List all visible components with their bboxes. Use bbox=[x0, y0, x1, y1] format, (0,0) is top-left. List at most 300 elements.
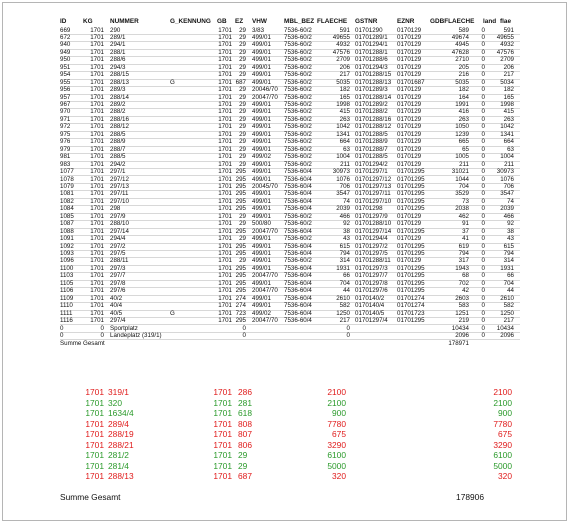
cell-id: 1110 bbox=[60, 302, 73, 310]
added-parcel-row bbox=[0, 419, 569, 429]
cell-mbl-bez: 7536-60/4 bbox=[284, 182, 312, 190]
table-header bbox=[0, 18, 569, 26]
cell-land: 0 bbox=[481, 212, 485, 220]
cell-flae: 30973 bbox=[496, 168, 514, 176]
cell-flaeche: 1004 bbox=[336, 153, 350, 161]
cell-flaeche: 30973 bbox=[332, 168, 350, 176]
cell-kg: 0 bbox=[100, 324, 104, 332]
cell-flaeche: 44 bbox=[343, 287, 350, 295]
cell-gb: 1701 bbox=[218, 56, 232, 64]
cell-vhw: 499/01 bbox=[252, 123, 271, 131]
cell-eznr: 01701295 bbox=[397, 182, 425, 190]
cell-eznr: 01701295 bbox=[397, 227, 425, 235]
cell-land: 0 bbox=[481, 197, 485, 205]
cell-flaeche: 704 bbox=[339, 279, 350, 287]
cell-eznr: 01701295 bbox=[397, 175, 425, 183]
cell-eznr: 0170129 bbox=[397, 93, 422, 101]
cell-land: 0 bbox=[481, 175, 485, 183]
cell-id: 1096 bbox=[60, 257, 74, 265]
cell-flaeche: 591 bbox=[339, 26, 350, 34]
cell-id: 1092 bbox=[60, 242, 74, 250]
cell-ez: 29 bbox=[239, 153, 246, 161]
cell-nummer: 294/4 bbox=[110, 235, 126, 243]
cell-flaeche: 0 bbox=[346, 324, 350, 332]
cell-nummer: 298 bbox=[110, 205, 121, 213]
cell-gdbflaeche: 211 bbox=[459, 160, 469, 168]
cell-gstnr: 01701288/15 bbox=[355, 71, 392, 79]
parcel-kg: 1701 bbox=[85, 471, 104, 481]
cell-g-kennung: G bbox=[170, 78, 175, 86]
cell-vhw: 20047/70 bbox=[252, 227, 278, 235]
cell-eznr: 01701274 bbox=[397, 294, 425, 302]
cell-kg: 1701 bbox=[90, 86, 104, 94]
added-parcel-row bbox=[0, 387, 569, 397]
cell-id: 672 bbox=[60, 33, 71, 41]
cell-ez: 0 bbox=[242, 331, 246, 339]
parcel-number: 281/4 bbox=[108, 460, 129, 471]
added-parcel-row bbox=[0, 471, 569, 481]
cell-flae: 66 bbox=[507, 272, 514, 280]
cell-gdbflaeche: 10434 bbox=[451, 324, 469, 332]
column-header: MBL_BEZ bbox=[284, 18, 315, 25]
cell-vhw: 20045/70 bbox=[252, 182, 278, 190]
cell-nummer: 297/14 bbox=[110, 227, 129, 235]
column-header: flae bbox=[500, 18, 512, 25]
cell-id: 950 bbox=[60, 56, 71, 64]
cell-gb: 1701 bbox=[218, 317, 232, 325]
cell-gstnr: 01701297/13 bbox=[355, 182, 392, 190]
cell-land: 0 bbox=[481, 302, 485, 310]
cell-ez: 29 bbox=[239, 56, 246, 64]
cell-mbl-bez: 7536-60/2 bbox=[284, 108, 312, 116]
cell-flaeche: 63 bbox=[343, 145, 350, 153]
cell-eznr: 0170129 bbox=[397, 63, 422, 71]
parcel-number: 1634/4 bbox=[108, 408, 134, 418]
cell-gstnr: 01701297/4 bbox=[355, 317, 388, 325]
cell-gstnr: 01701297/1 bbox=[355, 168, 388, 176]
cell-ez: 295 bbox=[235, 317, 246, 325]
cell-nummer: 297/11 bbox=[110, 190, 129, 198]
cell-gb: 1701 bbox=[218, 220, 232, 228]
cell-gdbflaeche: 219 bbox=[458, 317, 469, 325]
parcel-gb: 1701 bbox=[213, 429, 232, 439]
cell-gstnr: 01701297/7 bbox=[355, 272, 388, 280]
cell-eznr: 0170129 bbox=[397, 26, 422, 34]
cell-id: 951 bbox=[60, 63, 71, 71]
cell-flae: 1076 bbox=[500, 175, 514, 183]
cell-eznr: 01701295 bbox=[397, 242, 425, 250]
parcel-number: 288/21 bbox=[108, 439, 134, 450]
cell-gstnr: 01701288/13 bbox=[355, 78, 392, 86]
cell-flaeche: 582 bbox=[339, 302, 350, 310]
cell-flaeche: 1931 bbox=[336, 264, 350, 272]
cell-gstnr: 01701297/14 bbox=[355, 227, 392, 235]
cell-mbl-bez: 7536-60/2 bbox=[284, 123, 312, 131]
cell-land: 0 bbox=[481, 182, 485, 190]
parcel-number: 289/4 bbox=[108, 418, 129, 429]
cell-kg: 1701 bbox=[90, 272, 104, 280]
cell-land: 0 bbox=[481, 264, 485, 272]
cell-flaeche: 2610 bbox=[336, 294, 350, 302]
cell-gstnr: 01701288/2 bbox=[355, 108, 388, 116]
parcel-gdbflaeche: 320 bbox=[498, 471, 512, 481]
cell-nummer: 288/10 bbox=[110, 220, 129, 228]
cell-vhw: 499/01 bbox=[252, 115, 271, 123]
added-parcel-row bbox=[0, 461, 569, 471]
cell-kg: 1701 bbox=[90, 235, 104, 243]
cell-flae: 1250 bbox=[500, 309, 514, 317]
cell-id: 0 bbox=[60, 331, 64, 339]
parcel-flaeche: 2100 bbox=[327, 387, 346, 397]
cell-id: 1081 bbox=[60, 190, 74, 198]
cell-vhw: 499/01 bbox=[252, 242, 271, 250]
cell-vhw: 499/01 bbox=[252, 78, 271, 86]
parcel-gdbflaeche: 6100 bbox=[493, 450, 512, 460]
cell-ez: 295 bbox=[235, 287, 246, 295]
cell-ez: 29 bbox=[239, 123, 246, 131]
cell-land: 0 bbox=[481, 86, 485, 94]
cell-gb: 1701 bbox=[218, 33, 232, 41]
cell-kg: 1701 bbox=[90, 101, 104, 108]
cell-nummer: 297/10 bbox=[110, 197, 129, 205]
cell-flaeche: 706 bbox=[339, 182, 350, 190]
cell-kg: 1701 bbox=[90, 317, 104, 325]
cell-id: 983 bbox=[60, 160, 71, 168]
column-header: FLAECHE bbox=[317, 18, 348, 25]
cell-gdbflaeche: 1239 bbox=[455, 130, 469, 138]
cell-flaeche: 49655 bbox=[332, 33, 350, 41]
cell-gdbflaeche: 702 bbox=[458, 279, 469, 287]
cell-eznr: 0170129 bbox=[397, 71, 422, 79]
cell-kg: 1701 bbox=[90, 26, 104, 34]
cell-flaeche: 165 bbox=[339, 93, 350, 101]
cell-flaeche: 1998 bbox=[336, 101, 350, 108]
cell-vhw: 499/01 bbox=[252, 168, 271, 176]
cell-kg: 1701 bbox=[90, 108, 104, 116]
cell-eznr: 01701723 bbox=[397, 309, 425, 317]
cell-vhw: 499/01 bbox=[252, 279, 271, 287]
cell-kg: 1701 bbox=[90, 205, 104, 213]
cell-gstnr: 01701297/12 bbox=[355, 175, 392, 183]
cell-kg: 1701 bbox=[90, 33, 104, 41]
cell-vhw: 499/01 bbox=[252, 250, 271, 257]
cell-mbl-bez: 7536-60/4 bbox=[284, 205, 312, 213]
cell-gb: 1701 bbox=[218, 123, 232, 131]
cell-flae: 1341 bbox=[500, 130, 514, 138]
cell-ez: 29 bbox=[239, 115, 246, 123]
cell-gstnr: 01701297/6 bbox=[355, 287, 388, 295]
cell-gdbflaeche: 583 bbox=[458, 302, 469, 310]
cell-flae: 582 bbox=[503, 302, 514, 310]
cell-gdbflaeche: 68 bbox=[462, 272, 469, 280]
cell-gdbflaeche: 589 bbox=[458, 26, 469, 34]
cell-land: 0 bbox=[481, 41, 485, 49]
cell-eznr: 0170129 bbox=[397, 56, 422, 64]
cell-ez: 29 bbox=[239, 101, 246, 108]
cell-kg: 1701 bbox=[90, 287, 104, 295]
cell-eznr: 01701295 bbox=[397, 287, 425, 295]
cell-gdbflaeche: 65 bbox=[462, 145, 469, 153]
cell-mbl-bez: 7536-60/2 bbox=[284, 63, 312, 71]
cell-gdbflaeche: 42 bbox=[462, 287, 469, 295]
parcel-number: 319/1 bbox=[108, 387, 129, 397]
cell-kg: 1701 bbox=[90, 138, 104, 146]
cell-mbl-bez: 7536-60/4 bbox=[284, 168, 312, 176]
cell-flae: 591 bbox=[503, 26, 514, 34]
cell-id: 1093 bbox=[60, 250, 74, 257]
cell-vhw: 499/01 bbox=[252, 101, 271, 108]
cell-flaeche: 217 bbox=[339, 71, 350, 79]
cell-gstnr: 01701294/4 bbox=[355, 235, 388, 243]
cell-eznr: 0170129 bbox=[397, 138, 422, 146]
cell-nummer: 288/16 bbox=[110, 115, 129, 123]
cell-flaeche: 314 bbox=[339, 257, 350, 265]
cell-vhw: 499/01 bbox=[252, 175, 271, 183]
cell-flaeche: 415 bbox=[339, 108, 350, 116]
cell-gstnr: 01701289/2 bbox=[355, 101, 388, 108]
cell-gstnr: 01701288/11 bbox=[355, 257, 391, 265]
cell-id: 1105 bbox=[60, 279, 74, 287]
cell-gdbflaeche: 47628 bbox=[451, 48, 469, 56]
cell-mbl-bez: 7536-60/4 bbox=[284, 317, 312, 325]
cell-flae: 704 bbox=[503, 279, 514, 287]
cell-land: 0 bbox=[481, 56, 485, 64]
cell-nummer: 288/2 bbox=[110, 108, 126, 116]
cell-vhw: 499/01 bbox=[252, 138, 271, 146]
cell-id: 979 bbox=[60, 145, 71, 153]
cell-flae: 44 bbox=[507, 287, 514, 295]
cell-flae: 182 bbox=[503, 86, 514, 94]
cell-gdbflaeche: 665 bbox=[458, 138, 469, 146]
cell-nummer: 288/12 bbox=[110, 123, 129, 131]
added-parcel-row bbox=[0, 398, 569, 408]
cell-kg: 1701 bbox=[90, 56, 104, 64]
cell-flae: 3547 bbox=[500, 190, 514, 198]
cell-gstnr: 01701288/14 bbox=[355, 93, 392, 101]
cell-flae: 47576 bbox=[496, 48, 514, 56]
cell-flae: 49655 bbox=[496, 33, 514, 41]
cell-gdbflaeche: 216 bbox=[458, 71, 469, 79]
cell-eznr: 01701295 bbox=[397, 190, 425, 198]
cell-flaeche: 92 bbox=[343, 220, 350, 228]
cell-land: 0 bbox=[481, 220, 485, 228]
cell-vhw: 499/01 bbox=[252, 235, 271, 243]
cell-id: 956 bbox=[60, 86, 71, 94]
cell-gb: 1701 bbox=[218, 48, 232, 56]
cell-nummer: 40/4 bbox=[110, 302, 123, 310]
parcel-ez: 806 bbox=[238, 439, 252, 450]
cell-eznr: 0170129 bbox=[397, 115, 422, 123]
cell-id: 970 bbox=[60, 108, 71, 116]
cell-flaeche: 4932 bbox=[336, 41, 350, 49]
column-header: GSTNR bbox=[355, 18, 378, 25]
cell-flae: 263 bbox=[503, 115, 514, 123]
cell-gb: 1701 bbox=[218, 279, 232, 287]
cell-id: 972 bbox=[60, 123, 71, 131]
cell-mbl-bez: 7536-60/2 bbox=[284, 48, 312, 56]
cell-mbl-bez: 7536-60/4 bbox=[284, 302, 312, 310]
cell-gb: 1701 bbox=[218, 138, 232, 146]
cell-ez: 29 bbox=[239, 130, 246, 138]
summe-total-label: Summe Gesamt bbox=[60, 492, 121, 502]
cell-gb: 1701 bbox=[218, 242, 232, 250]
cell-id: 1100 bbox=[60, 264, 74, 272]
cell-vhw: 499/02 bbox=[252, 309, 271, 317]
cell-mbl-bez: 7536-60/2 bbox=[284, 212, 312, 220]
cell-vhw: 20047/70 bbox=[252, 93, 278, 101]
cell-gb: 1701 bbox=[218, 101, 232, 108]
cell-land: 0 bbox=[481, 48, 485, 56]
cell-kg: 1701 bbox=[90, 227, 104, 235]
cell-flae: 92 bbox=[507, 220, 514, 228]
cell-gstnr: 01701298 bbox=[355, 205, 383, 213]
cell-gb: 1701 bbox=[218, 130, 232, 138]
cell-gstnr: 01701297/3 bbox=[355, 264, 388, 272]
cell-nummer: 288/7 bbox=[110, 145, 126, 153]
cell-flaeche: 206 bbox=[339, 63, 350, 71]
parcel-flaeche: 675 bbox=[332, 429, 346, 439]
cell-flaeche: 5035 bbox=[336, 78, 350, 86]
cell-land: 0 bbox=[481, 145, 485, 153]
cell-gdbflaeche: 41 bbox=[462, 235, 469, 243]
cell-mbl-bez: 7536-60/2 bbox=[284, 56, 312, 64]
cell-ez: 274 bbox=[235, 294, 246, 302]
cell-gstnr: 01701297/8 bbox=[355, 279, 388, 287]
cell-kg: 1701 bbox=[90, 63, 104, 71]
cell-nummer: 294/2 bbox=[110, 160, 126, 168]
cell-mbl-bez: 7536-60/4 bbox=[284, 242, 312, 250]
cell-gb: 1701 bbox=[218, 175, 232, 183]
cell-flae: 2610 bbox=[500, 294, 514, 302]
cell-flae: 211 bbox=[504, 160, 514, 168]
cell-nummer: Landeplatz (319/1) bbox=[110, 331, 162, 339]
cell-gstnr: 01701288/10 bbox=[355, 220, 392, 228]
cell-gb: 1701 bbox=[218, 302, 232, 310]
cell-land: 0 bbox=[481, 294, 485, 302]
cell-mbl-bez: 7536-60/4 bbox=[284, 197, 312, 205]
cell-gdbflaeche: 1005 bbox=[455, 153, 469, 161]
cell-mbl-bez: 7536-60/2 bbox=[284, 160, 312, 168]
cell-vhw: 499/01 bbox=[252, 56, 271, 64]
cell-eznr: 0170129 bbox=[397, 212, 422, 220]
cell-id: 1116 bbox=[60, 317, 73, 325]
cell-gdbflaeche: 2038 bbox=[455, 205, 469, 213]
cell-nummer: 289/3 bbox=[110, 86, 126, 94]
parcel-gdbflaeche: 3290 bbox=[493, 439, 512, 450]
cell-gb: 1701 bbox=[218, 264, 232, 272]
cell-eznr: 0170129 bbox=[397, 153, 422, 161]
cell-ez: 29 bbox=[239, 71, 246, 79]
cell-id: 967 bbox=[60, 101, 71, 108]
cell-gdbflaeche: 619 bbox=[458, 242, 469, 250]
cell-land: 0 bbox=[481, 101, 485, 108]
cell-flae: 615 bbox=[503, 242, 514, 250]
cell-flaeche: 182 bbox=[339, 86, 350, 94]
cell-flae: 4932 bbox=[500, 41, 514, 49]
cell-land: 0 bbox=[481, 287, 485, 295]
cell-vhw: 499/01 bbox=[252, 264, 271, 272]
cell-vhw: 20047/70 bbox=[252, 272, 278, 280]
cell-gb: 1701 bbox=[218, 168, 232, 176]
cell-land: 0 bbox=[481, 272, 485, 280]
parcel-flaeche: 3290 bbox=[327, 439, 346, 450]
parcel-kg: 1701 bbox=[85, 460, 104, 471]
cell-land: 0 bbox=[481, 190, 485, 198]
cell-vhw: 499/01 bbox=[252, 71, 271, 79]
cell-ez: 0 bbox=[242, 324, 246, 332]
cell-gb: 1701 bbox=[218, 257, 232, 265]
cell-gstnr: 01701294/3 bbox=[355, 63, 388, 71]
cell-land: 0 bbox=[481, 123, 485, 131]
cell-gb: 1701 bbox=[218, 309, 232, 317]
cell-kg: 1701 bbox=[90, 309, 104, 317]
cell-mbl-bez: 7536-60/2 bbox=[284, 235, 312, 243]
cell-flae: 664 bbox=[503, 138, 514, 146]
cell-vhw: 20047/70 bbox=[252, 287, 278, 295]
cell-flaeche: 1042 bbox=[336, 123, 350, 131]
cell-mbl-bez: 7536-60/4 bbox=[284, 287, 312, 295]
parcel-number: 288/19 bbox=[108, 429, 134, 439]
cell-gstnr: 01701294/2 bbox=[355, 160, 388, 168]
cell-gstnr: 01701294/1 bbox=[355, 41, 388, 49]
cell-kg: 0 bbox=[100, 331, 104, 339]
cell-id: 949 bbox=[60, 48, 71, 56]
cell-gdbflaeche: 1991 bbox=[455, 101, 469, 108]
cell-flae: 38 bbox=[507, 227, 514, 235]
summe-value: 178971 bbox=[448, 339, 469, 347]
cell-kg: 1701 bbox=[90, 48, 104, 56]
cell-mbl-bez: 7536-60/2 bbox=[284, 220, 312, 228]
cell-vhw: 499/01 bbox=[252, 130, 271, 138]
cell-gdbflaeche: 794 bbox=[458, 250, 469, 257]
cell-land: 0 bbox=[481, 153, 485, 161]
cell-id: 1111 bbox=[60, 309, 73, 317]
cell-gdbflaeche: 1044 bbox=[455, 175, 469, 183]
parcel-kg: 1701 bbox=[85, 418, 104, 429]
cell-gb: 1701 bbox=[218, 272, 232, 280]
cell-flaeche: 38 bbox=[343, 227, 350, 235]
cell-nummer: 297/12 bbox=[110, 175, 129, 183]
cell-mbl-bez: 7536-60/2 bbox=[284, 145, 312, 153]
column-header: NUMMER bbox=[110, 18, 139, 25]
cell-ez: 29 bbox=[239, 257, 246, 265]
cell-land: 0 bbox=[481, 250, 485, 257]
cell-ez: 295 bbox=[235, 205, 246, 213]
cell-eznr: 01701295 bbox=[397, 317, 425, 325]
cell-ez: 29 bbox=[239, 212, 246, 220]
cell-flaeche: 0 bbox=[346, 331, 350, 339]
cell-flaeche: 1076 bbox=[336, 175, 350, 183]
cell-land: 0 bbox=[481, 317, 485, 325]
cell-eznr: 0170129 bbox=[397, 86, 422, 94]
cell-kg: 1701 bbox=[90, 182, 104, 190]
cell-gstnr: 01701288/1 bbox=[355, 48, 388, 56]
cell-ez: 295 bbox=[235, 182, 246, 190]
cell-nummer: 297/13 bbox=[110, 182, 129, 190]
cell-id: 975 bbox=[60, 130, 71, 138]
cell-gb: 1701 bbox=[218, 145, 232, 153]
cell-land: 0 bbox=[481, 242, 485, 250]
cell-nummer: 288/1 bbox=[110, 48, 126, 56]
cell-nummer: 297/6 bbox=[110, 287, 126, 295]
cell-kg: 1701 bbox=[90, 168, 104, 176]
parcel-gdbflaeche: 900 bbox=[498, 408, 512, 418]
cell-nummer: 297/9 bbox=[110, 212, 126, 220]
cell-eznr: 01701295 bbox=[397, 279, 425, 287]
parcel-kg: 1701 bbox=[85, 408, 104, 418]
cell-land: 0 bbox=[481, 71, 485, 79]
cell-gstnr: 01701288/5 bbox=[355, 153, 388, 161]
